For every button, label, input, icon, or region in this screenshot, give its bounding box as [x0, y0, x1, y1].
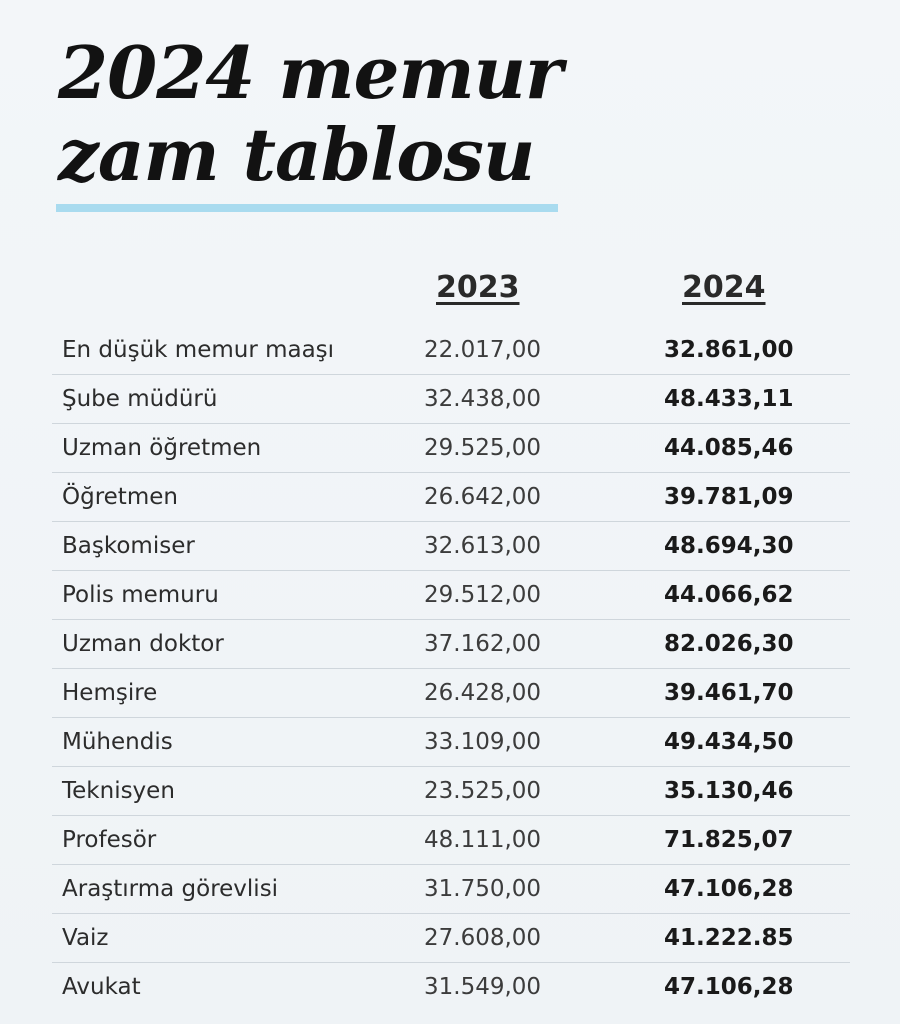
- position-name: Vaiz: [62, 925, 109, 951]
- table-row: [52, 865, 850, 914]
- salary-2023: 22.017,00: [424, 337, 542, 363]
- position-name: Uzman doktor: [62, 631, 224, 657]
- salary-2023: 27.608,00: [424, 925, 542, 951]
- salary-2023: 29.512,00: [424, 582, 542, 608]
- position-name: Uzman öğretmen: [62, 435, 262, 461]
- salary-2023: 48.111,00: [424, 827, 542, 853]
- salary-2024: 82.026,30: [664, 631, 794, 657]
- salary-2024: 71.825,07: [664, 827, 794, 853]
- position-name: Araştırma görevlisi: [62, 876, 279, 902]
- position-name: Öğretmen: [62, 484, 178, 510]
- position-name: Avukat: [62, 974, 141, 1000]
- salary-2024: 35.130,46: [664, 778, 794, 804]
- title-underline: [56, 204, 558, 212]
- salary-2024: 32.861,00: [664, 337, 794, 363]
- salary-table: [52, 326, 850, 1011]
- position-name: En düşük memur maaşı: [62, 337, 335, 363]
- salary-2023: 26.428,00: [424, 680, 542, 706]
- salary-2024: 47.106,28: [664, 974, 794, 1000]
- column-header-2024: 2024: [682, 270, 766, 305]
- salary-2023: 23.525,00: [424, 778, 542, 804]
- table-row: [52, 375, 850, 424]
- table-row: [52, 424, 850, 473]
- position-name: Şube müdürü: [62, 386, 218, 412]
- salary-2024: 44.085,46: [664, 435, 794, 461]
- title-line-2: zam tablosu: [58, 112, 535, 197]
- table-row: [52, 718, 850, 767]
- column-header-2023: 2023: [436, 270, 520, 305]
- position-name: Başkomiser: [62, 533, 195, 559]
- salary-2024: 41.222.85: [664, 925, 794, 951]
- table-row: [52, 767, 850, 816]
- salary-2023: 26.642,00: [424, 484, 542, 510]
- table-row: [52, 963, 850, 1011]
- table-row: [52, 473, 850, 522]
- salary-2023: 37.162,00: [424, 631, 542, 657]
- table-row: [52, 620, 850, 669]
- salary-2024: 39.461,70: [664, 680, 794, 706]
- table-row: [52, 522, 850, 571]
- position-name: Profesör: [62, 827, 157, 853]
- salary-2023: 32.613,00: [424, 533, 542, 559]
- salary-2023: 29.525,00: [424, 435, 542, 461]
- table-row: [52, 326, 850, 375]
- table-row: [52, 914, 850, 963]
- position-name: Polis memuru: [62, 582, 219, 608]
- table-row: [52, 816, 850, 865]
- salary-2024: 39.781,09: [664, 484, 794, 510]
- page-title: [58, 32, 562, 196]
- salary-2023: 32.438,00: [424, 386, 542, 412]
- salary-2023: 33.109,00: [424, 729, 542, 755]
- title-line-1: 2024 memur: [58, 30, 562, 115]
- position-name: Mühendis: [62, 729, 173, 755]
- salary-2023: 31.549,00: [424, 974, 542, 1000]
- salary-2024: 49.434,50: [664, 729, 794, 755]
- salary-2024: 48.694,30: [664, 533, 794, 559]
- salary-2024: 48.433,11: [664, 386, 794, 412]
- salary-2024: 47.106,28: [664, 876, 794, 902]
- position-name: Hemşire: [62, 680, 158, 706]
- position-name: Teknisyen: [62, 778, 175, 804]
- table-row: [52, 669, 850, 718]
- salary-2023: 31.750,00: [424, 876, 542, 902]
- table-row: [52, 571, 850, 620]
- salary-2024: 44.066,62: [664, 582, 794, 608]
